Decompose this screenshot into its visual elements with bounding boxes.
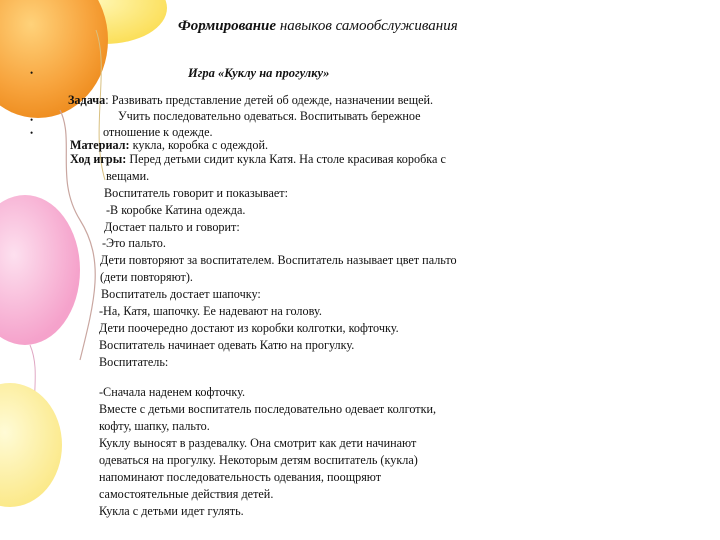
text-line: Воспитатель достает шапочку: bbox=[101, 287, 261, 301]
title-bold: Формирование bbox=[178, 18, 277, 34]
text-line: самостоятельные действия детей. bbox=[99, 487, 274, 501]
material-line bbox=[70, 138, 268, 152]
text-line: напоминают последовательность одевания, поощряют bbox=[99, 470, 382, 484]
text-line: -На, Катя, шапочку. Ее надевают на голову. bbox=[99, 304, 322, 318]
bullet: • bbox=[30, 115, 34, 125]
course-line bbox=[70, 152, 446, 166]
title-rest: навыков самообслуживания bbox=[276, 18, 458, 34]
text-line: Дети поочередно достают из коробки колготки, кофточку. bbox=[99, 321, 399, 335]
text-line: Воспитатель начинает одевать Катю на прогулку. bbox=[99, 338, 355, 352]
text-line: Воспитатель говорит и показывает: bbox=[104, 186, 288, 200]
text-line: отношение к одежде. bbox=[103, 125, 213, 139]
course-label: Ход игры: bbox=[70, 152, 127, 166]
text-line: Вместе с детьми воспитатель последовательно одевает колготки, bbox=[99, 402, 437, 416]
text-line: Учить последовательно одеваться. Воспитывать бережное bbox=[118, 109, 421, 123]
material-label: Материал: bbox=[70, 138, 130, 152]
text-line: -В коробке Катина одежда. bbox=[106, 203, 246, 217]
text-line: вещами. bbox=[106, 169, 150, 183]
page-title bbox=[178, 18, 458, 35]
text-line: Кукла с детьми идет гулять. bbox=[99, 504, 244, 518]
pink-balloon bbox=[0, 195, 80, 345]
text-line: (дети повторяют). bbox=[100, 270, 193, 284]
light-yellow-balloon bbox=[0, 383, 62, 507]
text-line: одеваться на прогулку. Некоторым детям воспитатель (кукла) bbox=[99, 453, 418, 467]
task-line bbox=[68, 93, 433, 107]
task-label: Задача bbox=[68, 93, 106, 107]
material-text: кукла, коробка с одеждой. bbox=[129, 138, 269, 152]
text-line: Дети повторяют за воспитателем. Воспитатель называет цвет пальто bbox=[100, 253, 457, 267]
text-line: -Сначала наденем кофточку. bbox=[99, 385, 246, 399]
bullet: • bbox=[30, 128, 34, 138]
game-title: Игра «Куклу на прогулку» bbox=[188, 66, 330, 80]
text-line: -Это пальто. bbox=[102, 236, 166, 250]
text-line: Куклу выносят в раздевалку. Она смотрит как дети начинают bbox=[99, 436, 417, 450]
text-line: Воспитатель: bbox=[99, 355, 169, 369]
text-line: кофту, шапку, пальто. bbox=[99, 419, 210, 433]
course-text: Перед детьми сидит кукла Катя. На столе красивая коробка с bbox=[126, 152, 446, 166]
text-line: Достает пальто и говорит: bbox=[104, 220, 240, 234]
bullet: • bbox=[30, 68, 34, 78]
task-text: : Развивать представление детей об одежде, назначении вещей. bbox=[105, 93, 434, 107]
